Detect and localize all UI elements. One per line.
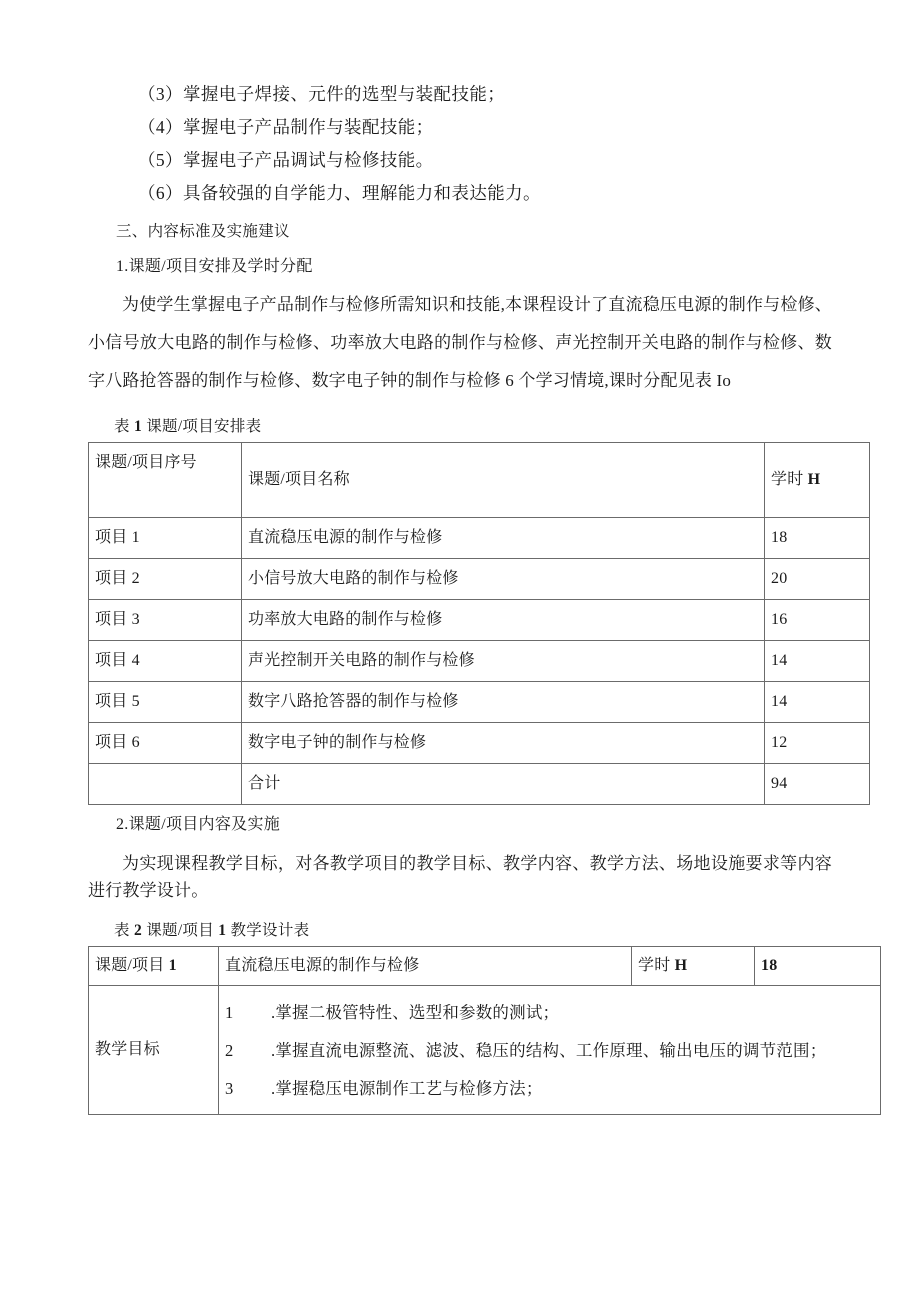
objective-item-5: （5）掌握电子产品调试与检修技能。	[138, 150, 434, 170]
table1-row4-name: 数字八路抢答器的制作与检修	[242, 682, 765, 723]
table2-caption-number: 2	[133, 922, 143, 939]
table-course-arrangement	[88, 442, 870, 805]
table2-project-label-number: 1	[168, 957, 177, 974]
table-teaching-design	[88, 946, 881, 1115]
table1-row4-no: 项目 5	[89, 682, 242, 723]
objective-entry-number: 2	[225, 1041, 234, 1060]
table1-row2-hours: 16	[765, 600, 870, 641]
table2-project-label-prefix: 课题/项目	[95, 957, 169, 974]
table1-row0-name: 直流稳压电源的制作与检修	[242, 518, 765, 559]
table2-body	[89, 947, 881, 1115]
objective-entry	[225, 1032, 874, 1070]
table1-total-no	[89, 764, 242, 805]
subsection-1-heading: 1.课题/项目安排及学时分配	[116, 258, 313, 275]
table1-row5-no: 项目 6	[89, 723, 242, 764]
table1-row2-no: 项目 3	[89, 600, 242, 641]
objective-entry-number: 1	[225, 1003, 234, 1022]
table1-row1-hours: 20	[765, 559, 870, 600]
table2-hours-value-text: 18	[761, 957, 778, 974]
table1-header-name: 课题/项目名称	[242, 443, 765, 518]
objective-entry-text: .掌握二极管特性、选型和参数的测试；	[271, 1003, 560, 1022]
table1-caption-number: 1	[133, 418, 143, 435]
table1-caption-suffix: 课题/项目安排表	[142, 418, 262, 435]
table1-row3-no: 项目 4	[89, 641, 242, 682]
subsection-1-paragraph: 为使学生掌握电子产品制作与检修所需知识和技能,本课程设计了直流稳压电源的制作与检修、小信号放大电路的制作与检修、功率放大电路的制作与检修、声光控制开关电路的制作与检修、数字八路抢答器的制作与检修、数字电子钟的制作与检修 6 个学习情境,课时分配见表 Io	[88, 295, 832, 390]
table2-hours-label-text: 学时	[638, 957, 675, 974]
table1-row1-no: 项目 2	[89, 559, 242, 600]
table-row	[89, 723, 870, 764]
table1-row2-name: 功率放大电路的制作与检修	[242, 600, 765, 641]
table1-row4-hours: 14	[765, 682, 870, 723]
table1-row3-hours: 14	[765, 641, 870, 682]
table1-header-row	[89, 443, 870, 518]
table-row	[89, 682, 870, 723]
subsection-2-heading: 2.课题/项目内容及实施	[116, 816, 281, 833]
table1-body	[89, 443, 870, 805]
table1-row0-no: 项目 1	[89, 518, 242, 559]
table-row	[89, 559, 870, 600]
table1-header-hours-unit: H	[807, 471, 821, 488]
table2-project-name: 直流稳压电源的制作与检修	[219, 947, 632, 986]
table2-project-label	[89, 947, 219, 986]
objective-entry-number: 3	[225, 1079, 234, 1098]
table2-header-row	[89, 947, 881, 986]
objective-entry-text: .掌握直流电源整流、滤波、稳压的结构、工作原理、输出电压的调节范围；	[271, 1041, 827, 1060]
table-row-total	[89, 764, 870, 805]
table1-caption	[88, 414, 832, 440]
table2-caption-project: 1	[218, 922, 227, 939]
objective-item-4: （4）掌握电子产品制作与装配技能；	[138, 117, 434, 137]
table2-hours-label-unit: H	[674, 957, 688, 974]
table2-caption	[88, 918, 832, 944]
table1-header-no: 课题/项目序号	[89, 443, 242, 518]
table1-row3-name: 声光控制开关电路的制作与检修	[242, 641, 765, 682]
table2-objectives-label: 教学目标	[89, 986, 219, 1115]
table1-caption-prefix: 表	[114, 418, 134, 435]
table1-header-hours-text: 学时	[771, 471, 808, 488]
table2-objectives-content	[219, 986, 881, 1115]
objective-item-3: （3）掌握电子焊接、元件的选型与装配技能；	[138, 84, 506, 104]
table1-row5-name: 数字电子钟的制作与检修	[242, 723, 765, 764]
table-row	[89, 600, 870, 641]
table-row	[89, 518, 870, 559]
table1-total-label: 合计	[242, 764, 765, 805]
objective-entry	[225, 1070, 874, 1108]
table1-total-hours: 94	[765, 764, 870, 805]
document-content	[88, 78, 832, 1115]
table2-hours-value	[755, 947, 881, 986]
table2-caption-suffix: 教学设计表	[226, 922, 310, 939]
table-row	[89, 641, 870, 682]
objective-item-6: （6）具备较强的自学能力、理解能力和表达能力。	[138, 183, 541, 203]
table1-header-hours	[765, 443, 870, 518]
table1-row0-hours: 18	[765, 518, 870, 559]
table2-caption-prefix: 表	[114, 922, 134, 939]
objective-entry	[225, 994, 874, 1032]
table1-row5-hours: 12	[765, 723, 870, 764]
subsection-2-paragraph: 为实现课程教学目标，对各教学项目的教学目标、教学内容、教学方法、场地设施要求等内容进行教学设计。	[88, 854, 832, 900]
table2-objectives-row	[89, 986, 881, 1115]
table1-row1-name: 小信号放大电路的制作与检修	[242, 559, 765, 600]
table2-caption-mid: 课题/项目	[142, 922, 219, 939]
section-heading: 三、内容标准及实施建议	[116, 223, 290, 240]
table2-hours-label	[632, 947, 755, 986]
objective-entry-text: .掌握稳压电源制作工艺与检修方法；	[271, 1079, 543, 1098]
